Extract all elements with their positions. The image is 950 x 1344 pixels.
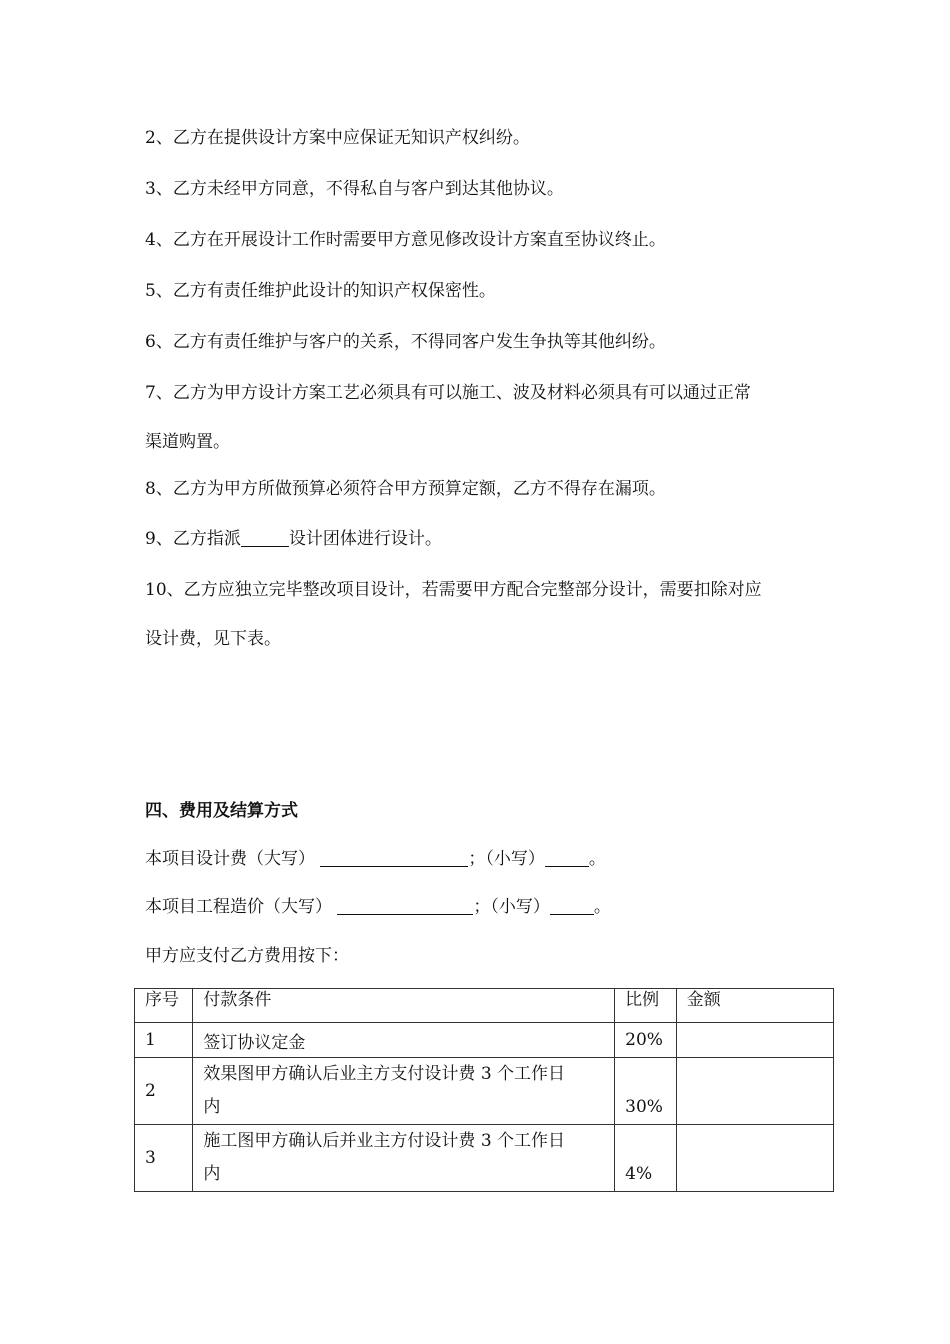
row-3-ratio: 4% bbox=[625, 1164, 653, 1184]
row-2-amount[interactable] bbox=[676, 1058, 833, 1125]
row-2-no: 2 bbox=[135, 1058, 193, 1125]
row-3-condition-line-2: 内 bbox=[203, 1164, 221, 1184]
design-fee-label: 本项目设计费（大写） bbox=[145, 849, 315, 869]
project-cost-line bbox=[145, 892, 611, 917]
table-row bbox=[135, 1023, 834, 1058]
clause-7-line-2: 渠道购置。 bbox=[145, 432, 230, 452]
row-1-no: 1 bbox=[135, 1023, 193, 1058]
header-amount: 金额 bbox=[676, 989, 833, 1023]
project-cost-uppercase-blank[interactable] bbox=[337, 896, 473, 915]
project-cost-separator: ；（小写） bbox=[473, 897, 550, 917]
row-2-condition bbox=[193, 1058, 615, 1125]
header-condition: 付款条件 bbox=[193, 989, 615, 1023]
row-3-no: 3 bbox=[135, 1125, 193, 1192]
clause-10-line-2: 设计费，见下表。 bbox=[145, 629, 281, 649]
design-fee-separator: ；（小写） bbox=[468, 849, 545, 869]
header-no: 序号 bbox=[135, 989, 193, 1023]
row-2-condition-line-2: 内 bbox=[203, 1097, 221, 1117]
project-cost-end: 。 bbox=[593, 897, 611, 917]
table-row bbox=[135, 1058, 834, 1125]
row-3-condition-line-1: 施工图甲方确认后并业主方付设计费 3 个工作日 bbox=[203, 1131, 566, 1151]
design-fee-uppercase-blank[interactable] bbox=[320, 848, 468, 867]
row-1-condition: 签订协议定金 bbox=[193, 1023, 615, 1058]
payment-intro: 甲方应支付乙方费用按下： bbox=[145, 946, 349, 966]
clause-5: 5、乙方有责任维护此设计的知识产权保密性。 bbox=[145, 281, 496, 301]
row-2-ratio: 30% bbox=[625, 1097, 663, 1117]
design-fee-end: 。 bbox=[588, 849, 606, 869]
row-2-condition-line-1: 效果图甲方确认后业主方支付设计费 3 个工作日 bbox=[203, 1064, 566, 1084]
row-3-ratio-cell bbox=[615, 1125, 677, 1192]
design-fee-lowercase-blank[interactable] bbox=[545, 848, 589, 867]
row-3-amount[interactable] bbox=[676, 1125, 833, 1192]
header-ratio: 比例 bbox=[615, 989, 677, 1023]
clause-6: 6、乙方有责任维护与客户的关系，不得同客户发生争执等其他纠纷。 bbox=[145, 332, 666, 352]
payment-table bbox=[134, 988, 834, 1192]
clause-10-line-1: 10、乙方应独立完毕整改项目设计，若需要甲方配合完整部分设计，需要扣除对应 bbox=[145, 580, 762, 600]
design-fee-line bbox=[145, 844, 606, 869]
clause-9-text-after: 设计团体进行设计。 bbox=[288, 529, 442, 549]
row-1-amount[interactable] bbox=[676, 1023, 833, 1058]
clause-4: 4、乙方在开展设计工作时需要甲方意见修改设计方案直至协议终止。 bbox=[145, 230, 666, 250]
clause-2: 2、乙方在提供设计方案中应保证无知识产权纠纷。 bbox=[145, 128, 530, 148]
design-team-blank[interactable] bbox=[241, 528, 289, 547]
clause-3: 3、乙方未经甲方同意，不得私自与客户到达其他协议。 bbox=[145, 179, 564, 199]
clause-8: 8、乙方为甲方所做预算必须符合甲方预算定额，乙方不得存在漏项。 bbox=[145, 479, 666, 499]
section-4-heading: 四、费用及结算方式 bbox=[145, 801, 298, 821]
project-cost-label: 本项目工程造价（大写） bbox=[145, 897, 332, 917]
row-3-condition bbox=[193, 1125, 615, 1192]
table-row bbox=[135, 1125, 834, 1192]
clause-9-text-before: 9、乙方指派 bbox=[145, 529, 241, 549]
table-header-row bbox=[135, 989, 834, 1023]
row-2-ratio-cell bbox=[615, 1058, 677, 1125]
clause-7-line-1: 7、乙方为甲方设计方案工艺必须具有可以施工、波及材料必须具有可以通过正常 bbox=[145, 383, 751, 403]
row-1-ratio: 20% bbox=[615, 1023, 677, 1058]
clause-9 bbox=[145, 524, 442, 549]
project-cost-lowercase-blank[interactable] bbox=[550, 896, 594, 915]
